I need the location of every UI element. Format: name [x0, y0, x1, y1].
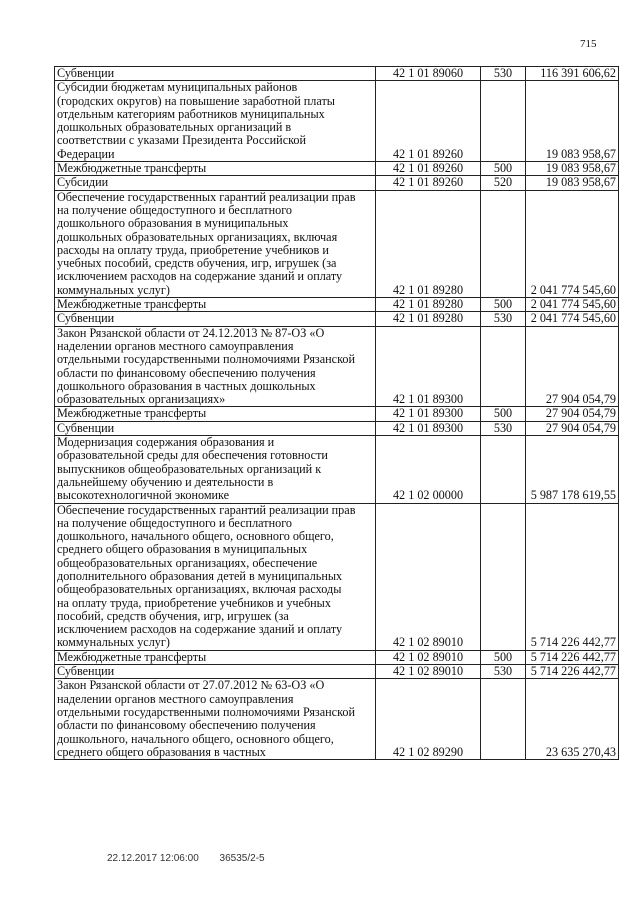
footer-doc-id: 36535/2-5	[219, 853, 265, 864]
row-amount-cell: 2 041 774 545,60	[526, 298, 619, 312]
row-type-cell: 530	[481, 312, 526, 326]
row-type-cell	[481, 81, 526, 162]
row-name-cell: Обеспечение государственных гарантий реализации прав на получение общедоступного и бесплатного дошкольного образования в муниципальных дошкольных образовательных организациях, включая расходы на оплату труда, приобретение учебников и учебных пособий, средств обучения, игр, игрушек (за исключением расходов на содержание зданий и оплату коммунальных услуг)	[55, 190, 376, 297]
row-name-cell: Субвенции	[55, 67, 376, 81]
row-name-cell: Межбюджетные трансферты	[55, 298, 376, 312]
row-name-cell: Межбюджетные трансферты	[55, 407, 376, 421]
row-amount-cell: 19 083 958,67	[526, 176, 619, 190]
row-amount-cell: 5 714 226 442,77	[526, 503, 619, 650]
table-row	[55, 665, 619, 679]
page-number: 715	[580, 38, 597, 50]
row-type-cell: 530	[481, 421, 526, 435]
table-row	[55, 162, 619, 176]
row-name-cell: Межбюджетные трансферты	[55, 162, 376, 176]
row-code-cell: 42 1 01 89300	[376, 326, 481, 407]
row-code-cell: 42 1 01 89260	[376, 176, 481, 190]
row-name-cell: Субвенции	[55, 312, 376, 326]
row-type-cell: 520	[481, 176, 526, 190]
row-type-cell	[481, 503, 526, 650]
row-name-cell: Субсидии	[55, 176, 376, 190]
row-code-cell: 42 1 01 89280	[376, 298, 481, 312]
row-amount-cell: 5 714 226 442,77	[526, 650, 619, 664]
row-amount-cell: 116 391 606,62	[526, 67, 619, 81]
table-row	[55, 326, 619, 407]
table-row	[55, 679, 619, 760]
row-type-cell: 530	[481, 67, 526, 81]
row-type-cell	[481, 326, 526, 407]
table-row	[55, 312, 619, 326]
row-code-cell: 42 1 02 89010	[376, 665, 481, 679]
row-amount-cell: 23 635 270,43	[526, 679, 619, 760]
budget-table-body	[55, 67, 619, 760]
row-amount-cell: 5 987 178 619,55	[526, 436, 619, 503]
row-code-cell: 42 1 02 89010	[376, 503, 481, 650]
footer-timestamp: 22.12.2017 12:06:00	[107, 853, 199, 864]
table-row	[55, 81, 619, 162]
row-amount-cell: 27 904 054,79	[526, 407, 619, 421]
row-code-cell: 42 1 02 89290	[376, 679, 481, 760]
row-type-cell	[481, 436, 526, 503]
row-name-cell: Закон Рязанской области от 24.12.2013 № 87-ОЗ «О наделении органов местного самоуправления отдельными государственными полномочиями Рязанской области по финансовому обеспечению получения дошкольного образования в частных дошкольных образовательных организациях»	[55, 326, 376, 407]
row-name-cell: Модернизация содержания образования и образовательной среды для обеспечения готовности выпускников общеобразовательных организаций к дальнейшему обучению и деятельности в высокотехнологичной экономике	[55, 436, 376, 503]
row-code-cell: 42 1 01 89260	[376, 81, 481, 162]
row-type-cell	[481, 679, 526, 760]
table-row	[55, 650, 619, 664]
row-amount-cell: 2 041 774 545,60	[526, 312, 619, 326]
row-code-cell: 42 1 02 00000	[376, 436, 481, 503]
row-name-cell: Обеспечение государственных гарантий реализации прав на получение общедоступного и бесплатного дошкольного, начального общего, основного общего, среднего общего образования в муниципальных общеобразовательных организациях, обеспечение дополнительного образования детей в муниципальных общеобразовательных организациях, включая расходы на оплату труда, приобретение учебников и учебных пособий, средств обучения, игр, игрушек (за исключением расходов на содержание зданий и оплату коммунальных услуг)	[55, 503, 376, 650]
row-amount-cell: 27 904 054,79	[526, 326, 619, 407]
row-type-cell: 500	[481, 298, 526, 312]
row-name-cell: Межбюджетные трансферты	[55, 650, 376, 664]
page-footer	[107, 853, 265, 864]
row-name-cell: Субвенции	[55, 421, 376, 435]
table-row	[55, 407, 619, 421]
budget-table	[54, 66, 619, 760]
row-code-cell: 42 1 01 89280	[376, 312, 481, 326]
row-code-cell: 42 1 01 89260	[376, 162, 481, 176]
row-code-cell: 42 1 01 89300	[376, 407, 481, 421]
row-code-cell: 42 1 01 89300	[376, 421, 481, 435]
row-name-cell: Субвенции	[55, 665, 376, 679]
row-name-cell: Субсидии бюджетам муниципальных районов (городских округов) на повышение заработной платы отдельным категориям работников муниципальных дошкольных образовательных организаций в соответствии с указами Президента Российской Федерации	[55, 81, 376, 162]
row-code-cell: 42 1 02 89010	[376, 650, 481, 664]
row-name-cell: Закон Рязанской области от 27.07.2012 № 63-ОЗ «О наделении органов местного самоуправления отдельными государственными полномочиями Рязанской области по финансовому обеспечению получения дошкольного, начального общего, основного общего, среднего общего образования в частных	[55, 679, 376, 760]
table-row	[55, 503, 619, 650]
row-amount-cell: 2 041 774 545,60	[526, 190, 619, 297]
row-type-cell	[481, 190, 526, 297]
row-type-cell: 500	[481, 162, 526, 176]
table-row	[55, 298, 619, 312]
table-row	[55, 176, 619, 190]
row-code-cell: 42 1 01 89280	[376, 190, 481, 297]
row-type-cell: 500	[481, 407, 526, 421]
table-row	[55, 190, 619, 297]
row-amount-cell: 19 083 958,67	[526, 81, 619, 162]
table-row	[55, 421, 619, 435]
table-row	[55, 436, 619, 503]
row-amount-cell: 5 714 226 442,77	[526, 665, 619, 679]
row-amount-cell: 19 083 958,67	[526, 162, 619, 176]
row-amount-cell: 27 904 054,79	[526, 421, 619, 435]
row-type-cell: 500	[481, 650, 526, 664]
table-row	[55, 67, 619, 81]
row-code-cell: 42 1 01 89060	[376, 67, 481, 81]
row-type-cell: 530	[481, 665, 526, 679]
